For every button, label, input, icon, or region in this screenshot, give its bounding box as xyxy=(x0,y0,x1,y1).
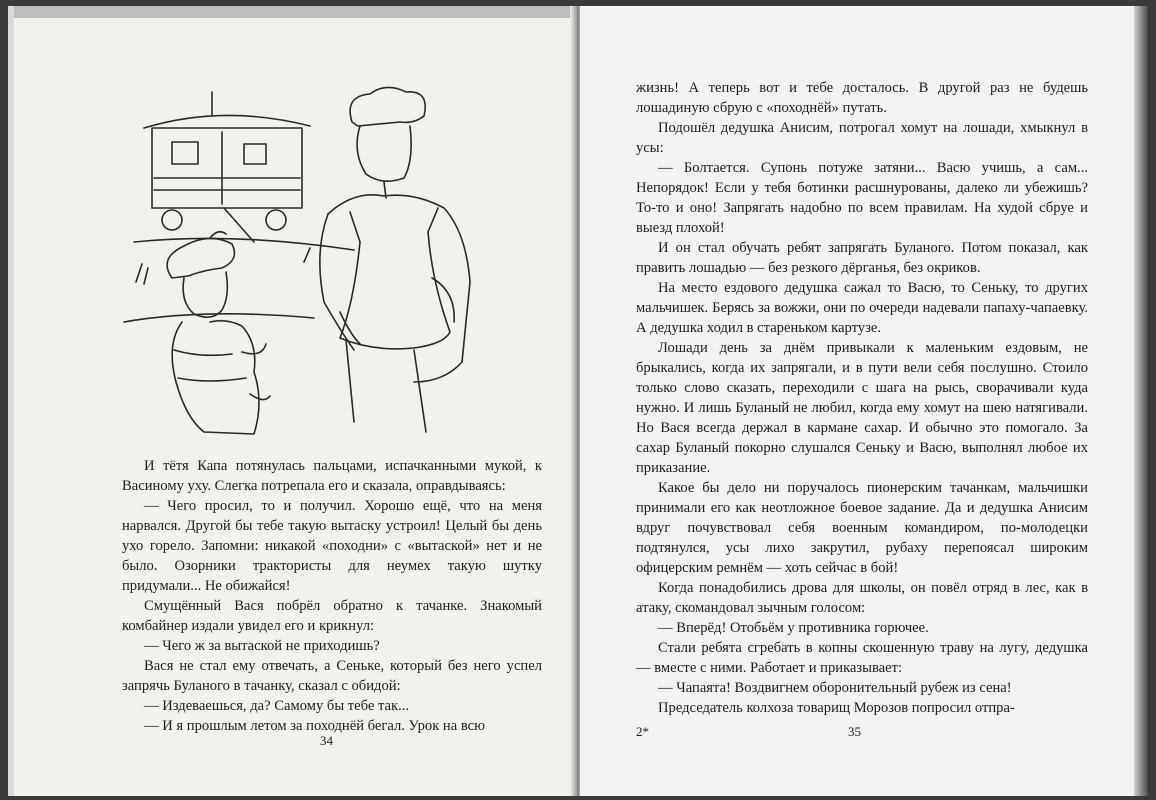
paragraph: Стали ребята сгребать в копны скошенную траву на лугу, дедушка — вместе с ними. Работает и приказывает: xyxy=(636,640,1088,676)
page-number: 34 xyxy=(320,733,333,748)
left-page xyxy=(14,6,576,796)
paragraph: — И я прошлым летом за походнёй бегал. Урок на всю xyxy=(144,718,486,734)
paragraph: — Чего просил, то и получил. Хорошо ещё, что на меня нарвался. Другой бы тебе такую вытаску устроил! Целый бы день ухо горело. Запомни: никакой «походни» с «вытаской» нет и не было. Озорники трактористы для неумех такую шутку придумали... Не обижайся! xyxy=(122,498,542,594)
paragraph: И тётя Капа потянулась пальцами, испачканными мукой, к Васиному уху. Слегка потрепала его и сказала, оправдываясь: xyxy=(122,458,542,494)
paragraph: Лошади день за днём привыкали к маленьким ездовым, не брыкались, когда их запрягали, и в пути вели себя послушно. Стоило только слово сказать, переходили с шага на рысь, сворачивали куда нужно. И лишь Буланый не любил, когда ему хомут на шею натягивали. Но Вася всегда держал в кармане сахар. И обычно это помогало. За сахар Буланый покорно слушался Сеньку и Васю, выполнял любое их приказание. xyxy=(636,340,1088,476)
right-page xyxy=(580,6,1140,796)
paragraph: Подошёл дедушка Анисим, потрогал хомут на лошади, хмыкнул в усы: xyxy=(636,120,1088,156)
paragraph: — Вперёд! Отобьём у противника горючее. xyxy=(658,620,929,636)
paragraph: жизнь! А теперь вот и тебе досталось. В другой раз не будешь лошадиную сбрую с «походнёй» путать. xyxy=(636,80,1088,116)
illustration xyxy=(114,82,534,442)
paragraph: Смущённый Вася побрёл обратно к тачанке. Знакомый комбайнер издали увидел его и крикнул: xyxy=(122,598,542,634)
page-number: 35 xyxy=(848,724,861,739)
right-text xyxy=(636,78,1088,718)
page-edge xyxy=(1134,6,1148,796)
paragraph: Председатель колхоза товарищ Морозов попросил отпра- xyxy=(658,700,1015,716)
paragraph: — Издеваешься, да? Самому бы тебе так... xyxy=(144,698,410,714)
signature-mark: 2* xyxy=(636,724,649,739)
cook-figure xyxy=(320,87,470,432)
paragraph: На место ездового дедушка сажал то Васю, то Сеньку, то других мальчишек. Берясь за вожжи, они по очереди надевали папаху-чапаевку. А дедушка ходил в стареньком картузе. xyxy=(636,280,1088,336)
left-text xyxy=(122,456,542,736)
paragraph: — Чапаята! Воздвигнем оборонительный рубеж из сена! xyxy=(658,680,1012,696)
book-spread xyxy=(8,6,1148,796)
paragraph: Когда понадобились дрова для школы, он повёл отряд в лес, как в атаку, скомандовал зычным голосом: xyxy=(636,580,1088,616)
paragraph: Какое бы дело ни поручалось пионерским тачанкам, мальчишки принимали его как неотложное боевое задание. Да и дедушка Анисим вдруг почувствовал себя военным командиром, по-молодецки подтянулся, усы лихо закрутил, рубаху перепоясал широким офицерским ремнём — хоть сейчас в бой! xyxy=(636,480,1088,576)
paragraph: И он стал обучать ребят запрягать Буланого. Потом показал, как править лошадью — без резкого дёрганья, без окриков. xyxy=(636,240,1088,276)
paragraph: — Болтается. Супонь потуже затяни... Васю учишь, а сам... Непорядок! Если у тебя ботинки расшнурованы, далеко ли убежишь? То-то и оно! Запрягать надобно по всем правилам. На худой сбруе и выезд плохой! xyxy=(636,160,1088,236)
boy-figure xyxy=(167,232,270,434)
wagon-drawing xyxy=(124,92,354,322)
paragraph: — Чего ж за вытаской не приходишь? xyxy=(144,638,380,654)
paragraph: Вася не стал ему отвечать, а Сеньке, который без него успел запрячь Буланого в тачанку, сказал с обидой: xyxy=(122,658,542,694)
